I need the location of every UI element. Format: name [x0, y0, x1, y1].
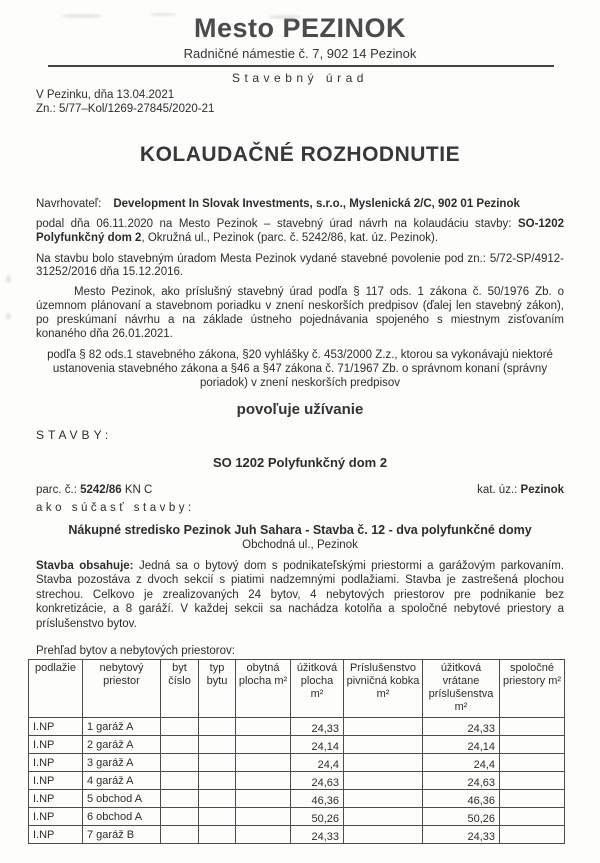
table-cell: I.NP — [29, 772, 83, 790]
building-name: SO 1202 Polyfunkčný dom 2 — [212, 454, 388, 470]
parent-project-address: Obchodná ul., Pezinok — [242, 538, 358, 551]
table-cell — [161, 754, 199, 772]
table-cell — [199, 772, 236, 790]
table-row — [29, 736, 565, 754]
header-row — [29, 660, 565, 718]
verdict-text: povoľuje užívanie — [236, 400, 364, 418]
units-table-body — [29, 718, 565, 844]
table-cell — [236, 826, 291, 844]
parcel-row — [36, 483, 564, 497]
column-header: typ bytu — [199, 660, 236, 718]
table-cell: 24,33 — [291, 826, 344, 844]
reference-number: Zn.: 5/77–Kol/1269-27845/2020-21 — [36, 103, 215, 115]
table-cell — [199, 754, 236, 772]
document-title: KOLAUDAČNÉ ROZHODNUTIE — [139, 143, 461, 166]
table-cell: I.NP — [29, 826, 83, 844]
table-row — [29, 772, 565, 790]
column-header: úžitková vrátane príslušenstva m² — [423, 660, 500, 718]
table-cell — [344, 754, 423, 772]
table-cell: 6 obchod A — [83, 808, 161, 826]
table-cell: 24,4 — [423, 754, 500, 772]
scan-artifact — [6, 275, 11, 283]
table-cell: 3 garáž A — [83, 754, 161, 772]
table-cell: 50,26 — [423, 808, 500, 826]
table-cell: 46,36 — [291, 790, 344, 808]
table-cell: 24,14 — [423, 736, 500, 754]
table-cell — [236, 808, 291, 826]
parcel-group — [36, 483, 152, 497]
table-cell — [236, 736, 291, 754]
units-table-head — [29, 660, 565, 718]
table-cell — [344, 736, 423, 754]
paragraph-filing-pre: podal dňa 06.11.2020 na Mesto Pezinok – stavebný úrad návrh na kolaudáciu stavby: — [36, 218, 518, 230]
place-date: V Pezinku, dňa 13.04.2021 — [36, 89, 175, 101]
table-cell — [199, 736, 236, 754]
paragraph-filing-post: , Okružná ul., Pezinok (parc. č. 5242/86, kat. úz. Pezinok). — [141, 231, 439, 244]
parent-project-name: Nákupné stredisko Pezinok Juh Sahara - Stavba č. 12 - dva polyfunkčné domy — [68, 522, 532, 537]
table-cell: 5 obchod A — [83, 790, 161, 808]
table-caption: Prehľad bytov a nebytových priestorov: — [36, 645, 235, 658]
table-cell — [161, 790, 199, 808]
paragraph-legal-basis: podľa § 82 ods.1 stavebného zákona, §20 vyhlášky č. 453/2000 Z.z., ktorou sa vykonávajú niektoré ustanovenia stavebného zákona a §46 a §47 zákona č. 71/1967 Zb. o správnom konaní (správny poriadok) v znení neskorších predpisov — [47, 349, 553, 389]
column-header: nebytový priestor — [83, 660, 161, 718]
table-cell: 24,33 — [423, 826, 500, 844]
table-cell — [161, 772, 199, 790]
parcel-value: 5242/86 — [80, 483, 122, 496]
scan-artifact — [62, 14, 102, 18]
column-header: Príslušenstvo pivničná kobka m² — [344, 660, 423, 718]
table-cell — [199, 790, 236, 808]
column-header: podlažie — [29, 660, 83, 718]
table-cell — [236, 790, 291, 808]
table-cell — [344, 718, 423, 736]
table-cell — [500, 772, 565, 790]
table-cell: 24,63 — [291, 772, 344, 790]
table-cell: 24,33 — [291, 718, 344, 736]
table-cell: I.NP — [29, 736, 83, 754]
table-cell — [161, 826, 199, 844]
table-cell — [161, 808, 199, 826]
table-cell — [344, 790, 423, 808]
table-cell — [500, 826, 565, 844]
table-cell: 24,4 — [291, 754, 344, 772]
document-page — [0, 13, 600, 863]
description-lead: Stavba obsahuje: — [36, 559, 134, 572]
paragraph-authority: Mesto Pezinok, ako príslušný stavebný úrad podľa § 117 ods. 1 zákona č. 50/1976 Zb. o územnom plánovaní a stavebnom poriadku v znení neskorších predpisov (ďalej len stavebný zákon), po preskúmaní návrhu a na základe ústneho pojednávania spojeného s miestnym zisťovaním konaného dňa 26.01.2021. — [36, 286, 564, 340]
table-row — [29, 718, 565, 736]
department-label: Stavebný úrad — [232, 71, 368, 85]
table-row — [29, 790, 565, 808]
table-cell: I.NP — [29, 808, 83, 826]
header-divider — [48, 65, 554, 67]
paragraph-permit: Na stavbu bolo stavebným úradom Mesta Pezinok vydané stavebné povolenie pod zn.: 5/72-SP/4912-31252/2016 dňa 15.12.2016. — [36, 252, 564, 279]
table-cell — [500, 790, 565, 808]
table-row — [29, 754, 565, 772]
table-cell: 24,33 — [423, 718, 500, 736]
table-cell: 7 garáž B — [83, 826, 161, 844]
table-cell — [199, 718, 236, 736]
applicant-label: Navrhovateľ: — [36, 198, 102, 210]
table-cell: I.NP — [29, 718, 83, 736]
table-cell — [500, 754, 565, 772]
table-cell — [344, 808, 423, 826]
part-of-label: ako súčasť stavby: — [36, 501, 195, 514]
applicant-value: Development In Slovak Investments, s.r.o., Myslenická 2/C, 902 01 Pezinok — [113, 198, 520, 210]
units-table — [28, 659, 565, 844]
scan-artifact — [268, 15, 302, 19]
table-row — [29, 808, 565, 826]
parcel-label: parc. č.: — [36, 483, 81, 496]
org-address: Radničné námestie č. 7, 902 14 Pezinok — [183, 46, 417, 61]
table-cell: 1 garáž A — [83, 718, 161, 736]
cadastre-value: Pezinok — [520, 483, 564, 496]
scan-artifact — [150, 13, 176, 16]
table-cell: 24,14 — [291, 736, 344, 754]
table-cell — [236, 718, 291, 736]
table-row — [29, 826, 565, 844]
cadastre-group — [477, 483, 564, 497]
table-cell — [236, 772, 291, 790]
cadastre-label: kat. úz.: — [477, 483, 521, 496]
stavby-label: STAVBY: — [36, 427, 113, 442]
column-header: spoločné priestory m² — [500, 660, 565, 718]
parcel-suffix: KN C — [121, 483, 153, 496]
table-cell — [344, 772, 423, 790]
table-cell — [500, 736, 565, 754]
table-cell — [161, 718, 199, 736]
column-header: úžitková plocha m² — [291, 660, 344, 718]
table-cell — [161, 736, 199, 754]
paragraph-filing — [36, 218, 564, 246]
table-cell: 24,63 — [423, 772, 500, 790]
table-cell — [500, 718, 565, 736]
table-cell — [236, 754, 291, 772]
table-cell — [199, 808, 236, 826]
scan-artifact — [6, 313, 11, 320]
table-cell: 46,36 — [423, 790, 500, 808]
applicant-line — [36, 197, 564, 211]
description-text: Jedná sa o bytový dom s podnikateľskými priestormi a garážovým parkovaním. Stavba pozostáva z dvoch sekcií s piatimi nadzemnými podlažiami. Stavba je zastrešená plochou strechou. Celkovo je zrealizovaných 24 bytov, 4 nebytových priestorov pre podnikanie bez konkretizácie, a 8 garáží. V každej sekcii sa nachádza kotolňa a spoločné nebytové priestory a príslušenstvo bytov. — [36, 559, 565, 630]
table-cell: I.NP — [29, 754, 83, 772]
column-header: byt číslo — [161, 660, 199, 718]
table-cell — [500, 808, 565, 826]
paragraph-filing-bold: SO-1202 Polyfunkčný dom 2 — [36, 218, 564, 244]
table-cell — [344, 826, 423, 844]
table-cell: 4 garáž A — [83, 772, 161, 790]
table-cell: I.NP — [29, 790, 83, 808]
column-header: obytná plocha m² — [236, 660, 291, 718]
table-cell — [199, 826, 236, 844]
org-name: Mesto PEZINOK — [193, 13, 407, 43]
table-cell: 2 garáž A — [83, 736, 161, 754]
description-paragraph — [36, 559, 564, 632]
table-cell: 50,26 — [291, 808, 344, 826]
